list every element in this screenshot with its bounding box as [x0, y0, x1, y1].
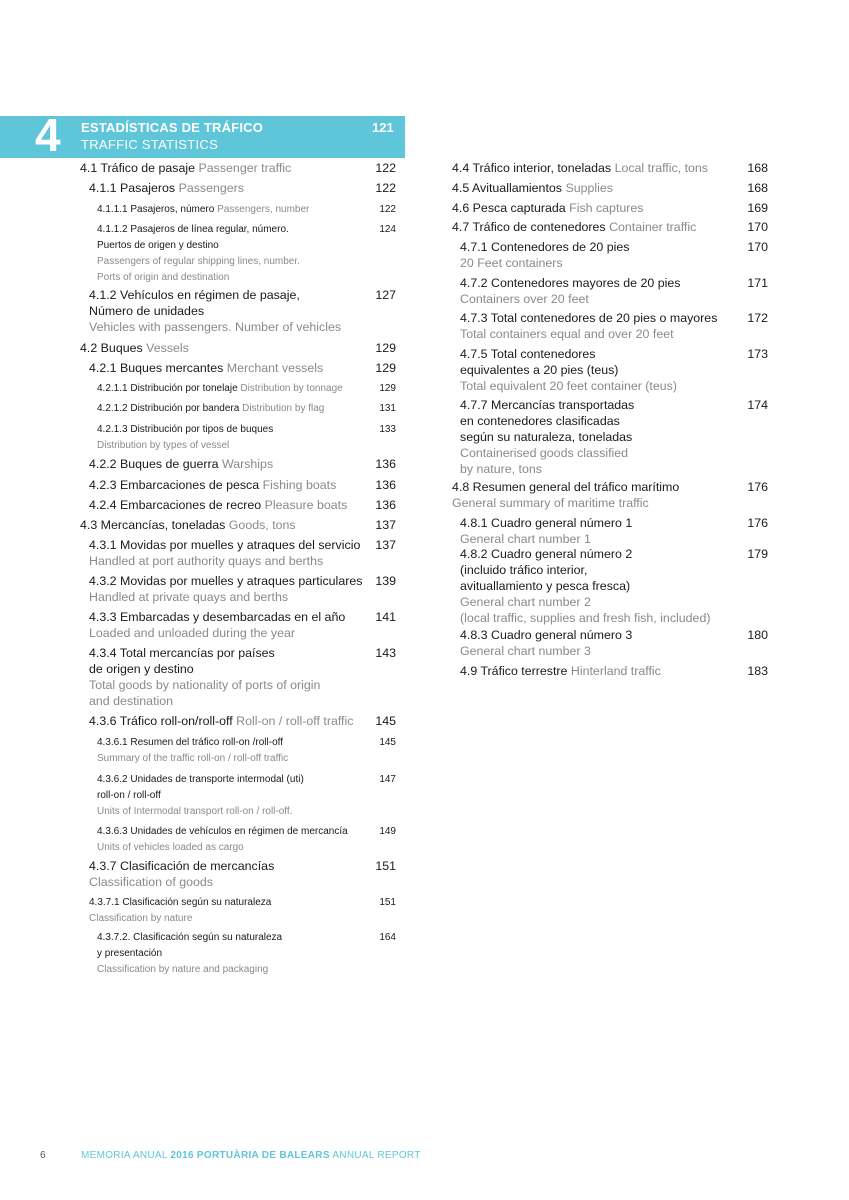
toc-entry-title: [460, 515, 632, 547]
toc-entry-subtitle-en: General chart number 2: [460, 595, 591, 609]
toc-entry-title-es: Número de unidades: [89, 304, 205, 318]
toc-entry-title-en: Passengers: [178, 181, 244, 195]
toc-entry-title-es: 4.2.1.2 Distribución por bandera: [97, 403, 240, 414]
toc-entry-title: [97, 202, 309, 218]
footer-pre: MEMORIA ANUAL: [81, 1150, 171, 1161]
toc-entry-title-es: 4.1 Tráfico de pasaje: [80, 161, 196, 175]
toc-entry-title-en: Roll-on / roll-off traffic: [236, 714, 354, 728]
toc-entry-title: [452, 219, 696, 235]
toc-entry-page: 136: [375, 457, 396, 471]
banner-gap: [405, 116, 849, 158]
toc-entry-page: 183: [747, 664, 768, 678]
toc-entry-page: 170: [747, 220, 768, 234]
toc-entry-page: 137: [375, 518, 396, 532]
toc-entry-subtitle-en: Vehicles with passengers. Number of vehicles: [89, 320, 342, 334]
toc-entry-title-es: 4.8.2 Cuadro general número 2: [460, 547, 633, 561]
toc-entry-title-es: 4.7.3 Total contenedores de 20 pies o mayores: [460, 311, 718, 325]
toc-entry-subtitle-en: Classification by nature and packaging: [97, 964, 269, 975]
toc-entry-title-es: (incluido tráfico interior,: [460, 563, 588, 577]
toc-entry-title: [452, 160, 708, 176]
toc-entry-title-es: 4.3.6.2 Unidades de transporte intermodal (uti): [97, 774, 304, 785]
toc-entry-title-en: Warships: [221, 457, 274, 471]
toc-entry-title-es: 4.7.5 Total contenedores: [460, 347, 596, 361]
toc-entry-title: [80, 340, 189, 356]
toc-entry-title: [452, 200, 644, 216]
toc-entry-title-es: 4.3.6.3 Unidades de vehículos en régimen de mercancía: [97, 826, 348, 837]
toc-entry-page: 122: [379, 204, 396, 215]
toc-entry-title-es: y presentación: [97, 948, 163, 959]
toc-entry-title: [89, 645, 320, 709]
toc-entry-page: 129: [379, 383, 396, 394]
toc-entry-title-en: Passenger traffic: [198, 161, 292, 175]
toc-entry-title-en: Hinterland traffic: [570, 664, 661, 678]
footer-page-number: 6: [40, 1150, 46, 1161]
toc-entry-title: [97, 930, 282, 978]
toc-entry-title: [460, 275, 680, 307]
toc-entry-subtitle-en: Distribution by types of vessel: [97, 440, 230, 451]
toc-entry-title-es: 4.7.2 Contenedores mayores de 20 pies: [460, 276, 681, 290]
toc-entry-title: [460, 546, 710, 626]
toc-entry-page: 127: [375, 288, 396, 302]
toc-entry-title-es: Puertos de origen y destino: [97, 240, 219, 251]
toc-entry-title-es: 4.2.3 Embarcaciones de pesca: [89, 478, 260, 492]
toc-entry-page: 129: [375, 341, 396, 355]
toc-entry-title-es: 4.3.7.1 Clasificación según su naturaleza: [89, 897, 272, 908]
toc-entry-title-es: 4.5 Avituallamientos: [452, 181, 562, 195]
toc-entry-title-es: 4.3.1 Movidas por muelles y atraques del servicio: [89, 538, 361, 552]
toc-entry-title-es: 4.7.7 Mercancías transportadas: [460, 398, 635, 412]
toc-entry-page: 164: [379, 932, 396, 943]
toc-entry-title-es: 4.2.4 Embarcaciones de recreo: [89, 498, 262, 512]
toc-entry-page: 137: [375, 538, 396, 552]
toc-entry-page: 147: [379, 774, 396, 785]
toc-entry-title: [89, 895, 271, 927]
toc-entry-subtitle-en: General chart number 3: [460, 644, 591, 658]
toc-entry-subtitle-en: General chart number 1: [460, 532, 591, 546]
toc-entry-subtitle-en: Containerised goods classified: [460, 446, 629, 460]
toc-entry-title-es: 4.1.2 Vehículos en régimen de pasaje,: [89, 288, 300, 302]
toc-entry-title: [452, 479, 679, 511]
toc-entry-title-es: 4.1.1 Pasajeros: [89, 181, 176, 195]
toc-entry-page: 141: [375, 610, 396, 624]
toc-entry-title: [89, 180, 244, 196]
toc-entry-title-en: Vessels: [146, 341, 189, 355]
toc-entry-title-es: 4.8 Resumen general del tráfico marítimo: [452, 480, 680, 494]
toc-entry-title-es: roll-on / roll-off: [97, 790, 161, 801]
toc-entry-title: [89, 858, 274, 890]
toc-entry-title-en: Distribution by tonnage: [240, 383, 343, 394]
toc-entry-title: [460, 627, 632, 659]
toc-entry-page: 151: [379, 897, 396, 908]
toc-entry-page: 180: [747, 628, 768, 642]
toc-entry-title: [97, 401, 324, 417]
toc-entry-title-en: Container traffic: [609, 220, 697, 234]
toc-entry-title: [80, 160, 291, 176]
toc-entry-page: 131: [379, 403, 396, 414]
toc-entry-subtitle-en: Passengers of regular shipping lines, number.: [97, 256, 300, 267]
toc-entry-title-es: 4.3.2 Movidas por muelles y atraques particulares: [89, 574, 363, 588]
toc-entry-page: 124: [379, 224, 396, 235]
toc-entry-page: 176: [747, 480, 768, 494]
footer-text: [81, 1150, 421, 1161]
toc-entry-page: 122: [375, 161, 396, 175]
toc-entry-title: [97, 824, 348, 856]
toc-entry-page: 168: [747, 161, 768, 175]
toc-entry-title-es: 4.1.1.2 Pasajeros de línea regular, número.: [97, 224, 289, 235]
toc-entry-title-en: Fish captures: [569, 201, 644, 215]
toc-entry-title-es: 4.7.1 Contenedores de 20 pies: [460, 240, 630, 254]
toc-entry-title-en: Goods, tons: [228, 518, 296, 532]
toc-entry-subtitle-en: Loaded and unloaded during the year: [89, 626, 295, 640]
toc-entry-subtitle-en: Total goods by nationality of ports of origin: [89, 678, 321, 692]
toc-entry-title-es: 4.3.7 Clasificación de mercancías: [89, 859, 275, 873]
toc-entry-page: 169: [747, 201, 768, 215]
toc-entry-title-es: avituallamiento y pesca fresca): [460, 579, 631, 593]
toc-entry-subtitle-en: Total containers equal and over 20 feet: [460, 327, 674, 341]
section-number: 4: [35, 109, 61, 161]
toc-entry-title: [80, 517, 296, 533]
toc-entry-title: [89, 713, 353, 729]
toc-entry-title: [97, 422, 273, 454]
section-title-en: TRAFFIC STATISTICS: [81, 137, 219, 152]
toc-entry-title: [97, 735, 288, 767]
toc-entry-title: [460, 397, 634, 477]
toc-entry-subtitle-en: Classification of goods: [89, 875, 213, 889]
toc-entry-title: [97, 222, 300, 286]
toc-entry-page: 172: [747, 311, 768, 325]
toc-entry-title-es: según su naturaleza, toneladas: [460, 430, 633, 444]
toc-entry-title-en: Local traffic, tons: [614, 161, 709, 175]
toc-entry-subtitle-en: Summary of the traffic roll-on / roll-off traffic: [97, 753, 289, 764]
toc-entry-title-es: 4.2.1 Buques mercantes: [89, 361, 224, 375]
toc-entry-title-es: en contenedores clasificadas: [460, 414, 620, 428]
toc-entry-title-es: 4.2.1.1 Distribución por tonelaje: [97, 383, 238, 394]
toc-entry-title: [89, 497, 347, 513]
toc-entry-subtitle-en: Units of Intermodal transport roll-on / roll-off.: [97, 806, 293, 817]
toc-entry-page: 174: [747, 398, 768, 412]
toc-entry-title-es: 4.1.1.1 Pasajeros, número: [97, 204, 215, 215]
toc-entry-title: [89, 609, 345, 641]
toc-entry-title-es: 4.3.3 Embarcadas y desembarcadas en el año: [89, 610, 346, 624]
toc-entry-title-es: 4.4 Tráfico interior, toneladas: [452, 161, 612, 175]
toc-entry-subtitle-en: 20 Feet containers: [460, 256, 563, 270]
toc-entry-subtitle-en: Total equivalent 20 feet container (teus): [460, 379, 677, 393]
toc-entry-title: [460, 663, 661, 679]
toc-entry-title: [460, 346, 677, 394]
toc-entry-subtitle-en: by nature, tons: [460, 462, 542, 476]
toc-entry-title-es: 4.3.4 Total mercancías por países: [89, 646, 275, 660]
toc-entry-subtitle-en: General summary of maritime traffic: [452, 496, 649, 510]
toc-entry-subtitle-en: Units of vehicles loaded as cargo: [97, 842, 244, 853]
toc-entry-title-es: 4.7 Tráfico de contenedores: [452, 220, 606, 234]
toc-entry-title-en: Merchant vessels: [226, 361, 324, 375]
toc-entry-page: 149: [379, 826, 396, 837]
toc-entry-page: 122: [375, 181, 396, 195]
toc-entry-subtitle-en: Containers over 20 feet: [460, 292, 589, 306]
toc-entry-title-en: Pleasure boats: [264, 498, 348, 512]
toc-entry-page: 179: [747, 547, 768, 561]
section-title-es: ESTADÍSTICAS DE TRÁFICO: [81, 120, 264, 135]
toc-entry-page: 171: [747, 276, 768, 290]
toc-entry-page: 145: [375, 714, 396, 728]
toc-entry-title-es: 4.3.6.1 Resumen del tráfico roll-on /roll-off: [97, 737, 284, 748]
toc-entry-page: 145: [379, 737, 396, 748]
toc-entry-title-es: 4.8.1 Cuadro general número 1: [460, 516, 633, 530]
toc-entry-subtitle-en: Ports of origin and destination: [97, 272, 230, 283]
toc-entry-title: [89, 477, 336, 493]
toc-entry-title: [89, 287, 341, 335]
toc-entry-title-es: de origen y destino: [89, 662, 194, 676]
toc-entry-title-es: 4.9 Tráfico terrestre: [460, 664, 568, 678]
toc-entry-page: 133: [379, 424, 396, 435]
toc-entry-page: 170: [747, 240, 768, 254]
toc-entry-page: 143: [375, 646, 396, 660]
toc-entry-title: [89, 537, 360, 569]
toc-entry-title-es: 4.2 Buques: [80, 341, 143, 355]
toc-entry-title-es: 4.8.3 Cuadro general número 3: [460, 628, 633, 642]
toc-entry-title-es: 4.3.7.2. Clasificación según su naturaleza: [97, 932, 283, 943]
toc-entry-title: [89, 573, 362, 605]
toc-entry-page: 173: [747, 347, 768, 361]
footer-bold: 2016 PORTUÀRIA DE BALEARS: [170, 1150, 330, 1161]
toc-entry-page: 139: [375, 574, 396, 588]
toc-entry-title-es: 4.6 Pesca capturada: [452, 201, 566, 215]
toc-entry-title-en: Distribution by flag: [242, 403, 325, 414]
footer-post: ANNUAL REPORT: [329, 1150, 421, 1161]
toc-entry-title: [452, 180, 613, 196]
toc-entry-title-es: 4.2.1.3 Distribución por tipos de buques: [97, 424, 274, 435]
toc-entry-title: [460, 310, 717, 342]
toc-entry-title-en: Passengers, number: [217, 204, 310, 215]
toc-entry-subtitle-en: and destination: [89, 694, 174, 708]
toc-entry-title-en: Fishing boats: [262, 478, 337, 492]
toc-entry-page: 136: [375, 478, 396, 492]
toc-entry-title: [89, 456, 273, 472]
toc-entry-subtitle-en: Handled at private quays and berths: [89, 590, 289, 604]
toc-entry-title: [97, 772, 304, 820]
toc-entry-subtitle-en: (local traffic, supplies and fresh fish, included): [460, 611, 711, 625]
toc-entry-title-es: 4.3.6 Tráfico roll-on/roll-off: [89, 714, 233, 728]
toc-entry-title-es: 4.2.2 Buques de guerra: [89, 457, 219, 471]
toc-entry-title-es: equivalentes a 20 pies (teus): [460, 363, 619, 377]
toc-entry-title: [460, 239, 629, 271]
toc-entry-title-en: Supplies: [565, 181, 613, 195]
toc-entry-page: 168: [747, 181, 768, 195]
toc-entry-subtitle-en: Classification by nature: [89, 913, 193, 924]
toc-entry-title: [97, 381, 343, 397]
toc-entry-title: [89, 360, 323, 376]
section-page: 121: [372, 120, 394, 135]
toc-entry-page: 151: [375, 859, 396, 873]
toc-entry-page: 176: [747, 516, 768, 530]
toc-entry-page: 129: [375, 361, 396, 375]
toc-entry-title-es: 4.3 Mercancías, toneladas: [80, 518, 226, 532]
toc-entry-subtitle-en: Handled at port authority quays and berths: [89, 554, 324, 568]
toc-entry-page: 136: [375, 498, 396, 512]
